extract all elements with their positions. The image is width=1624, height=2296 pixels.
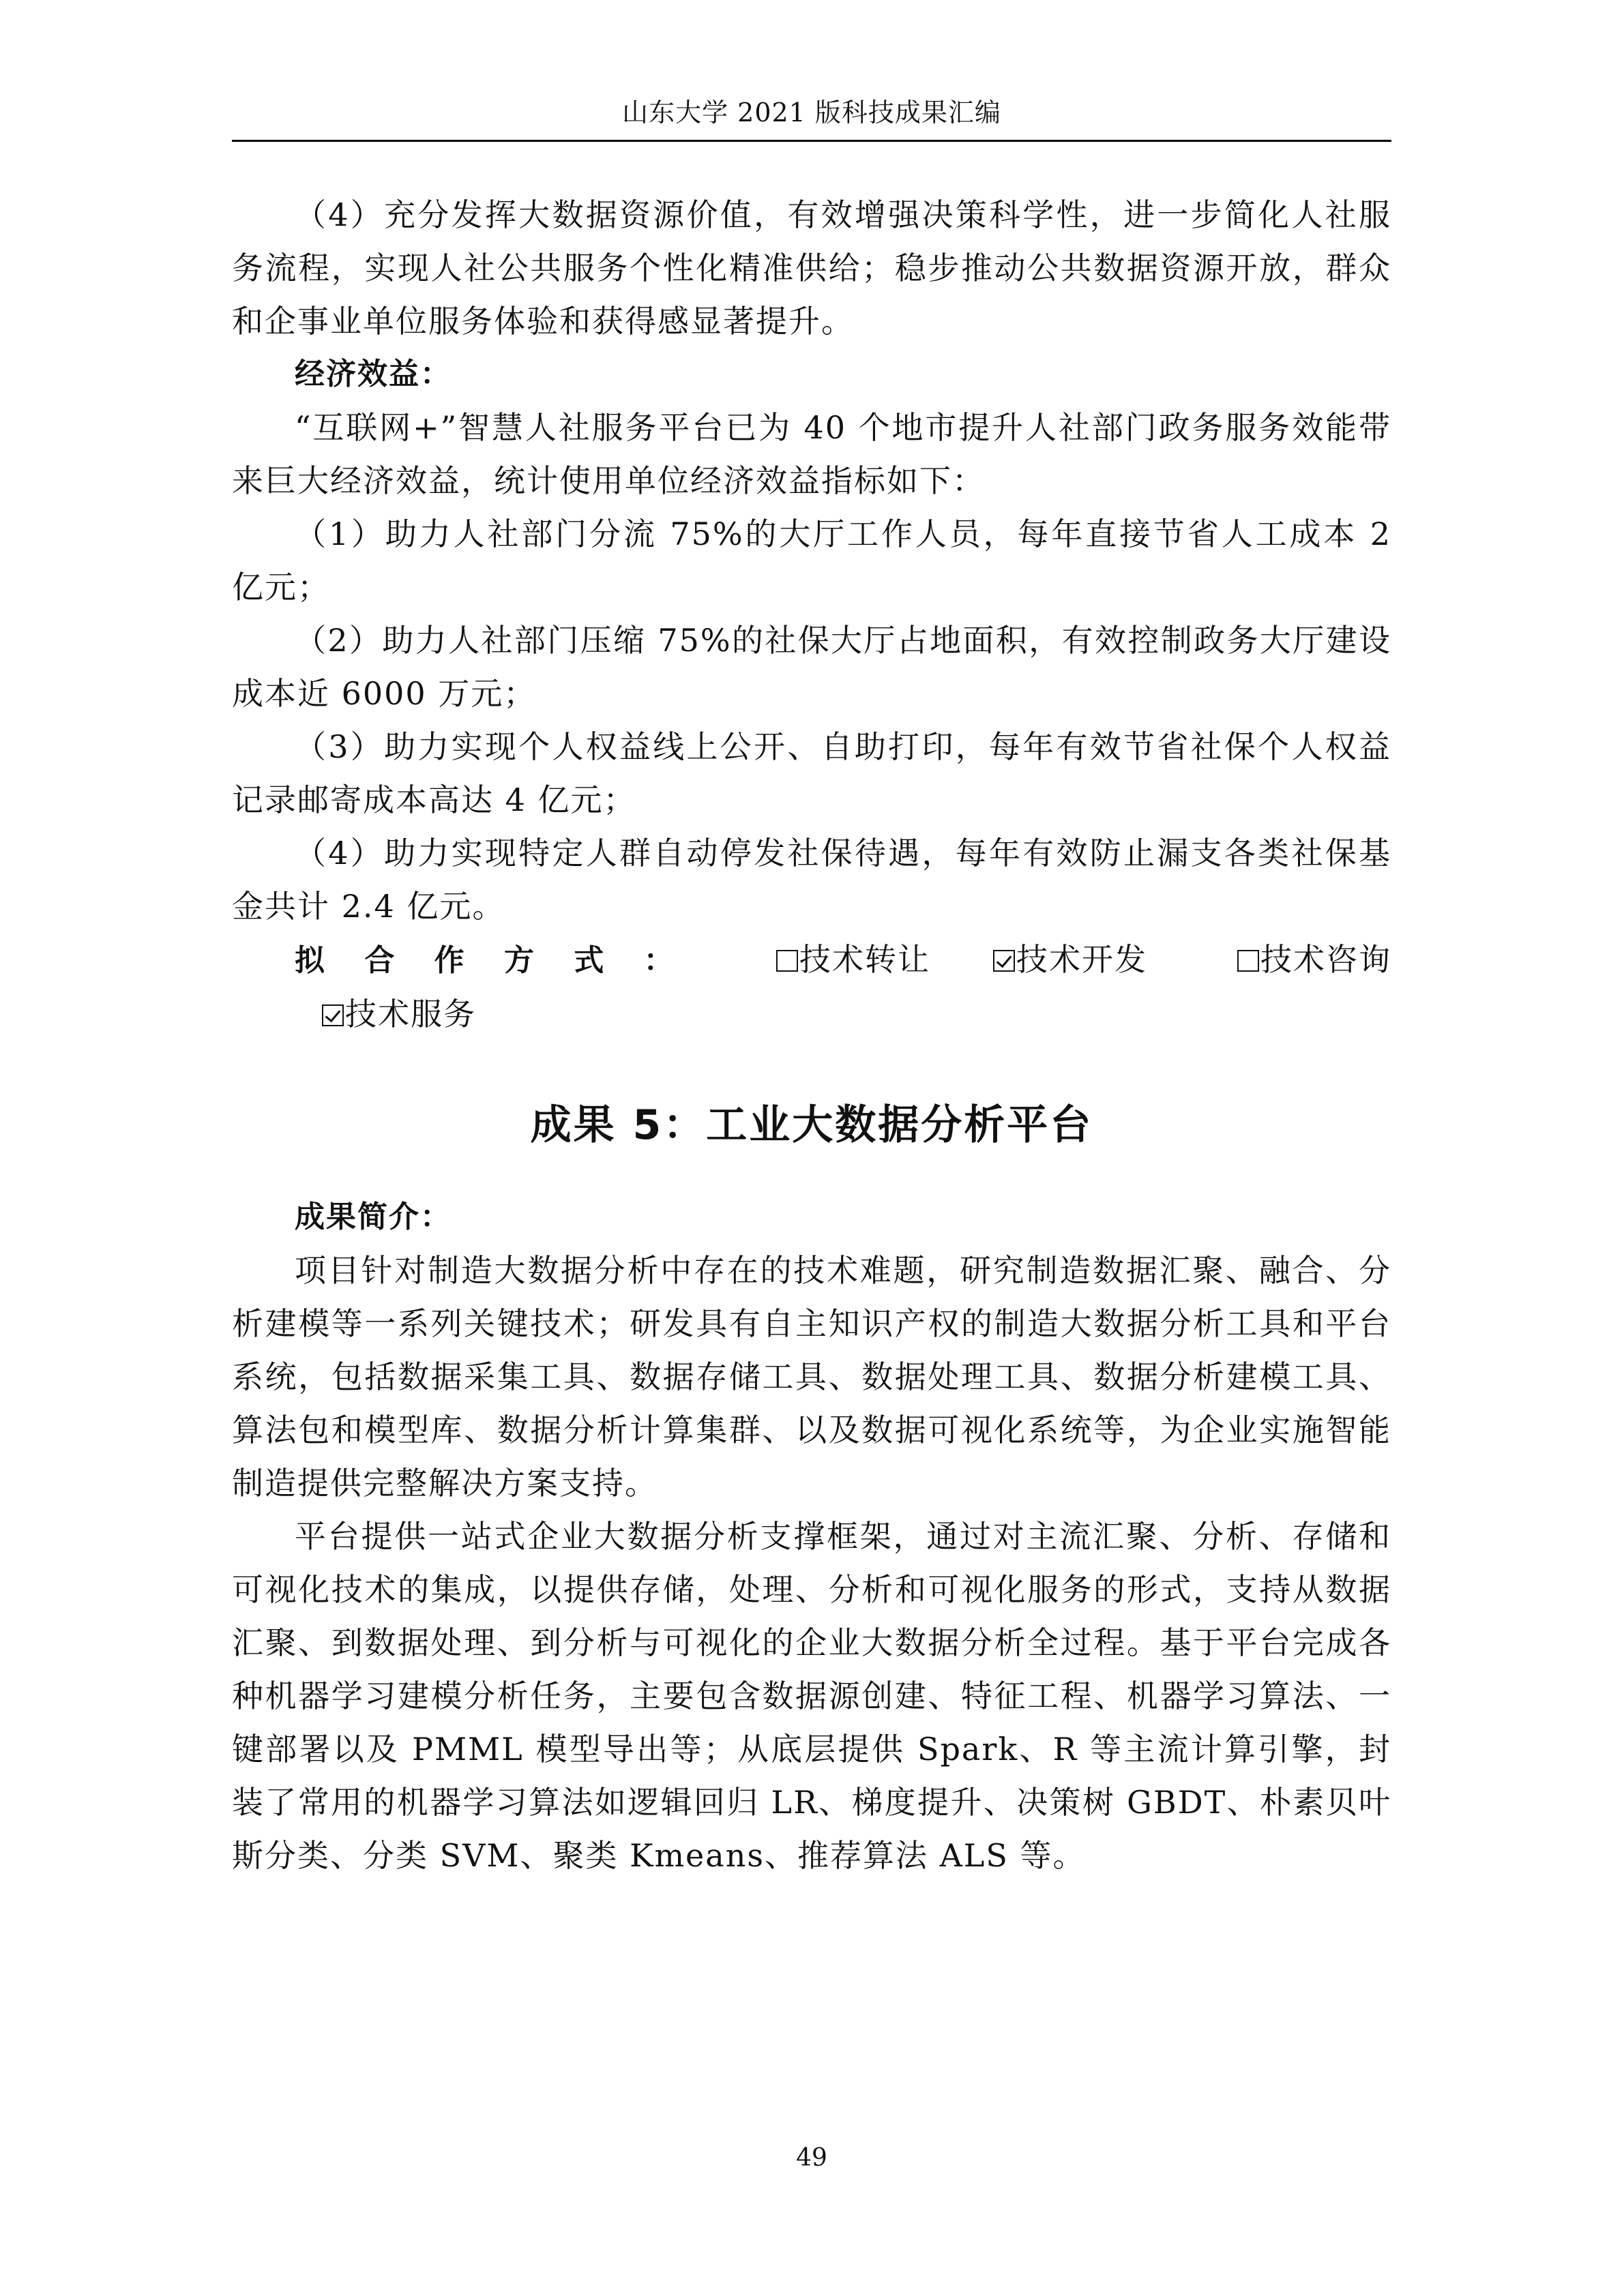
- economic-item-1: （1）助力人社部门分流 75%的大厅工作人员，每年直接节省人工成本 2 亿元；: [232, 516, 1391, 606]
- achievement-title: 成果 5：工业大数据分析平台: [530, 1101, 1093, 1149]
- achievement-section: [232, 1191, 1391, 1882]
- achievement-paragraph-1: 项目针对制造大数据分析中存在的技术难题，研究制造数据汇聚、融合、分析建模等一系列关键技术；研发具有自主知识产权的制造大数据分析工具和平台系统，包括数据采集工具、数据存储工具、数据处理工具、数据分析建模工具、算法包和模型库、数据分析计算集群、以及数据可视化系统等，为企业实施智能制造提供完整解决方案支持。: [232, 1252, 1391, 1502]
- checked-box-icon: [993, 950, 1015, 972]
- cooperation-option-consulting[interactable]: [1175, 933, 1391, 986]
- option-label: 技术转让: [799, 941, 930, 978]
- economic-item-2: （2）助力人社部门压缩 75%的社保大厅占地面积，有效控制政务大厅建设成本近 6000 万元；: [232, 622, 1391, 712]
- option-label: 技术咨询: [1260, 941, 1391, 978]
- cooperation-option-transfer[interactable]: [713, 933, 930, 986]
- header-divider: [232, 140, 1391, 142]
- page-header-title: 山东大学 2021 版科技成果汇编: [622, 98, 1001, 128]
- option-label: 技术开发: [1016, 941, 1147, 978]
- checked-box-icon: [322, 1004, 344, 1026]
- cooperation-option-development[interactable]: [930, 933, 1147, 986]
- economic-benefit-intro: “互联网+”智慧人社服务平台已为 40 个地市提升人社部门政务服务效能带来巨大经济效益，统计使用单位经济效益指标如下：: [232, 409, 1391, 499]
- economic-item-3: （3）助力实现个人权益线上公开、自助打印，每年有效节省社保个人权益记录邮寄成本高达 4 亿元；: [232, 728, 1391, 818]
- page-number: 49: [796, 2144, 827, 2172]
- economic-item-4: （4）助力实现特定人群自动停发社保待遇，每年有效防止漏支各类社保基金共计 2.4 亿元。: [232, 835, 1391, 925]
- paragraph-item-4: （4）充分发挥大数据资源价值，有效增强决策科学性，进一步简化人社服务流程，实现人社公共服务个性化精准供给；稳步推动公共数据资源开放，群众和企事业单位服务体验和获得感显著提升。: [232, 196, 1391, 340]
- unchecked-box-icon: [776, 950, 798, 972]
- cooperation-row: [232, 933, 1391, 1041]
- economic-benefit-label: 经济效益：: [295, 357, 452, 391]
- achievement-intro-label: 成果简介：: [295, 1199, 452, 1234]
- achievement-paragraph-2: 平台提供一站式企业大数据分析支撑框架，通过对主流汇聚、分析、存储和可视化技术的集成，以提供存储，处理、分析和可视化服务的形式，支持从数据汇聚、到数据处理、到分析与可视化的企业大数据分析全过程。基于平台完成各种机器学习建模分析任务，主要包含数据源创建、特征工程、机器学习算法、一键部署以及 PMML 模型导出等；从底层提供 Spark、R 等主流计算引擎，封装了常用的机器学习算法如逻辑回归 LR、梯度提升、决策树 GBDT、朴素贝叶斯分类、分类 SVM、聚类 Kmeans、推荐算法 ALS 等。: [232, 1518, 1391, 1874]
- cooperation-label: 拟合作方式：: [295, 943, 713, 978]
- top-section: [232, 188, 1391, 1041]
- cooperation-option-service[interactable]: [259, 987, 476, 1041]
- unchecked-box-icon: [1237, 950, 1259, 972]
- option-label: 技术服务: [345, 996, 476, 1032]
